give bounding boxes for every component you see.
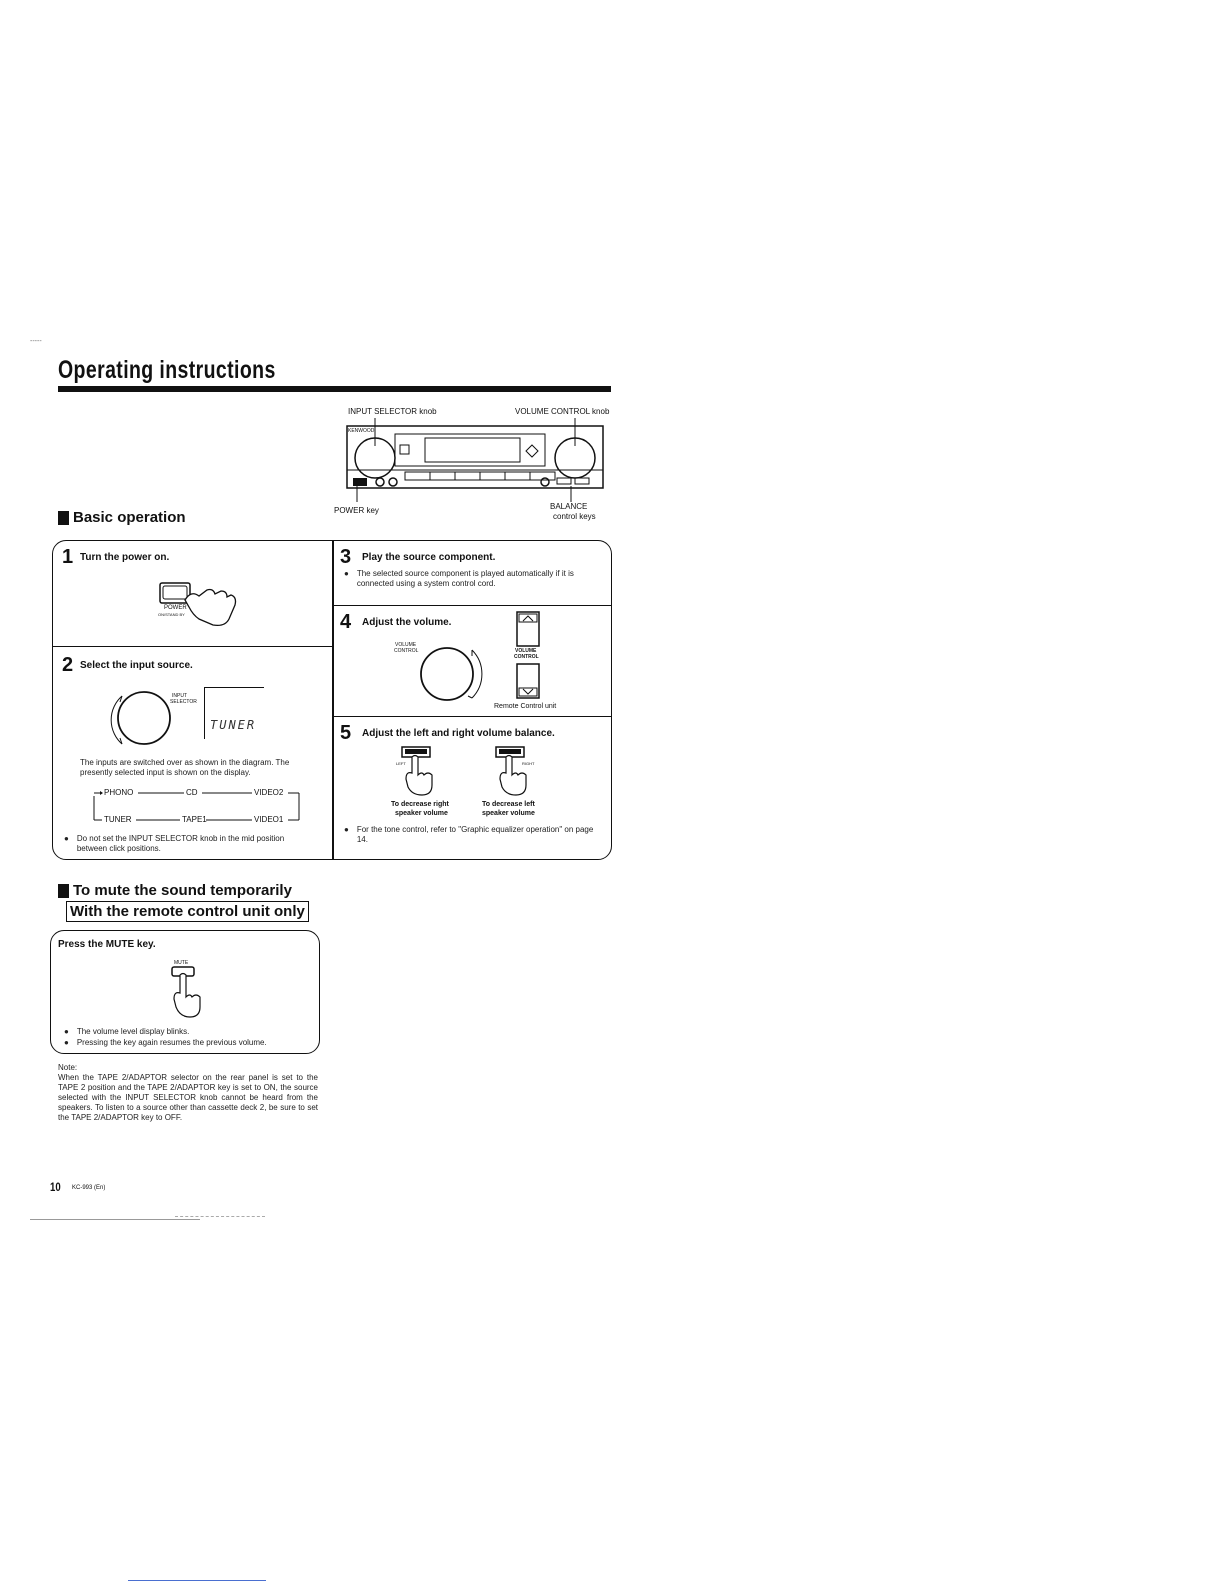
step2-description: The inputs are switched over as shown in the diagram. The presently selected input is shown on the display. <box>80 758 290 777</box>
flow-tuner: TUNER <box>104 815 132 824</box>
brand-label: KENWOOD <box>348 428 375 434</box>
bullet-dot: ● <box>344 825 349 834</box>
input-selector-label: INPUT SELECTOR knob <box>348 407 437 416</box>
mute-heading <box>58 882 292 899</box>
step4-title: Adjust the volume. <box>362 617 452 628</box>
mute-bullet-2-text: Pressing the key again resumes the previous volume. <box>76 1038 267 1047</box>
right-caption-2: speaker volume <box>482 810 535 817</box>
step2-knob-label-2: SELECTOR <box>170 699 197 705</box>
mute-key-label: MUTE <box>174 960 189 966</box>
basic-operation-heading <box>58 509 186 526</box>
step2-bullet-text: Do not set the INPUT SELECTOR knob in the mid position between click positions. <box>76 834 285 853</box>
step5-title: Adjust the left and right volume balance. <box>362 728 555 739</box>
note-text: When the TAPE 2/ADAPTOR selector on the rear panel is set to the TAPE 2 position and the TAPE 2/ADAPTOR key is set to ON, the source selected with the INPUT SELECTOR knob cannot be heard from the speakers. To listen to a source other than cassette deck 2, be sure to set the TAPE 2/ADAPTOR key to OFF. <box>58 1073 318 1122</box>
step1-number: 1 <box>62 546 74 568</box>
right-balance-key-illustration <box>492 745 535 797</box>
step4-knob-label: VOLUME <box>395 642 417 648</box>
step1-title: Turn the power on. <box>80 552 170 563</box>
flow-tape1: TAPE1 <box>182 815 207 824</box>
mute-subheading: With the remote control unit only <box>66 901 309 922</box>
step3-number: 3 <box>340 546 352 568</box>
power-key-label: POWER key <box>334 506 379 515</box>
bottom-edge-line <box>128 1580 266 1581</box>
bullet-dot: ● <box>64 1038 69 1047</box>
remote-volume-label: VOLUME <box>515 648 537 654</box>
step1-key-label: POWER <box>164 605 187 611</box>
left-key-label: LEFT <box>396 761 406 766</box>
corner-dashes: ----- <box>30 338 42 345</box>
step2-title: Select the input source. <box>80 660 193 671</box>
footer-rule <box>30 1219 200 1220</box>
section-marker-icon <box>58 511 69 525</box>
step5-bullet <box>344 825 602 845</box>
volume-control-label: VOLUME CONTROL knob <box>515 407 610 416</box>
left-balance-key-illustration <box>398 745 438 797</box>
display-text: TUNER <box>210 718 257 732</box>
flow-video2: VIDEO2 <box>254 788 284 797</box>
step2-knob-label: INPUT <box>172 693 187 699</box>
step2-number: 2 <box>62 654 74 676</box>
balance-label: BALANCE <box>550 502 588 511</box>
basic-operation-heading-text: Basic operation <box>73 509 186 526</box>
bullet-dot: ● <box>64 1027 69 1036</box>
bullet-dot: ● <box>344 569 349 578</box>
page-title: Operating instructions <box>58 356 276 384</box>
remote-volume-label-2: CONTROL <box>514 654 539 660</box>
step3-title: Play the source component. <box>362 552 496 563</box>
page-number: 10 <box>50 1180 61 1194</box>
mute-bullet-1 <box>64 1027 314 1037</box>
section-marker-icon <box>58 884 69 898</box>
mute-heading-text: To mute the sound temporarily <box>73 882 292 899</box>
flow-cd: CD <box>186 788 198 797</box>
balance-label-2: control keys <box>553 512 596 521</box>
volume-knob-illustration <box>410 632 484 712</box>
left-caption-2: speaker volume <box>395 810 448 817</box>
step3-divider <box>332 605 612 606</box>
step2-bullet <box>64 834 314 854</box>
mute-bullet-2 <box>64 1038 314 1048</box>
flow-video1: VIDEO1 <box>254 815 284 824</box>
mute-bullet-1-text: The volume level display blinks. <box>76 1027 190 1036</box>
left-caption: To decrease right <box>391 801 449 808</box>
step4-knob-label-2: CONTROL <box>394 648 419 654</box>
model-label: KC-993 (En) <box>72 1185 106 1191</box>
step5-number: 5 <box>340 722 352 744</box>
step4-number: 4 <box>340 611 352 633</box>
note-label: Note: <box>58 1063 78 1072</box>
step3-bullet <box>344 569 602 589</box>
input-selector-knob-illustration <box>108 682 180 754</box>
column-divider <box>332 540 334 860</box>
right-caption: To decrease left <box>482 801 535 808</box>
right-key-label: RIGHT <box>522 761 535 766</box>
footer-rule-dashed <box>175 1216 265 1217</box>
step1-key-sublabel: ON/STAND BY <box>158 612 185 617</box>
remote-caption: Remote Control unit <box>494 703 557 710</box>
step5-bullet-text: For the tone control, refer to "Graphic equalizer operation" on page 14. <box>356 825 594 844</box>
bullet-dot: ● <box>64 834 69 843</box>
flow-phono: PHONO <box>104 788 134 797</box>
front-panel-illustration <box>345 418 607 504</box>
step3-bullet-text: The selected source component is played automatically if it is connected using a system control cord. <box>356 569 574 588</box>
step1-divider <box>52 646 333 647</box>
title-rule <box>58 386 611 392</box>
mute-key-press-illustration <box>168 965 208 1021</box>
mute-title: Press the MUTE key. <box>58 939 156 950</box>
step4-divider <box>332 716 612 717</box>
